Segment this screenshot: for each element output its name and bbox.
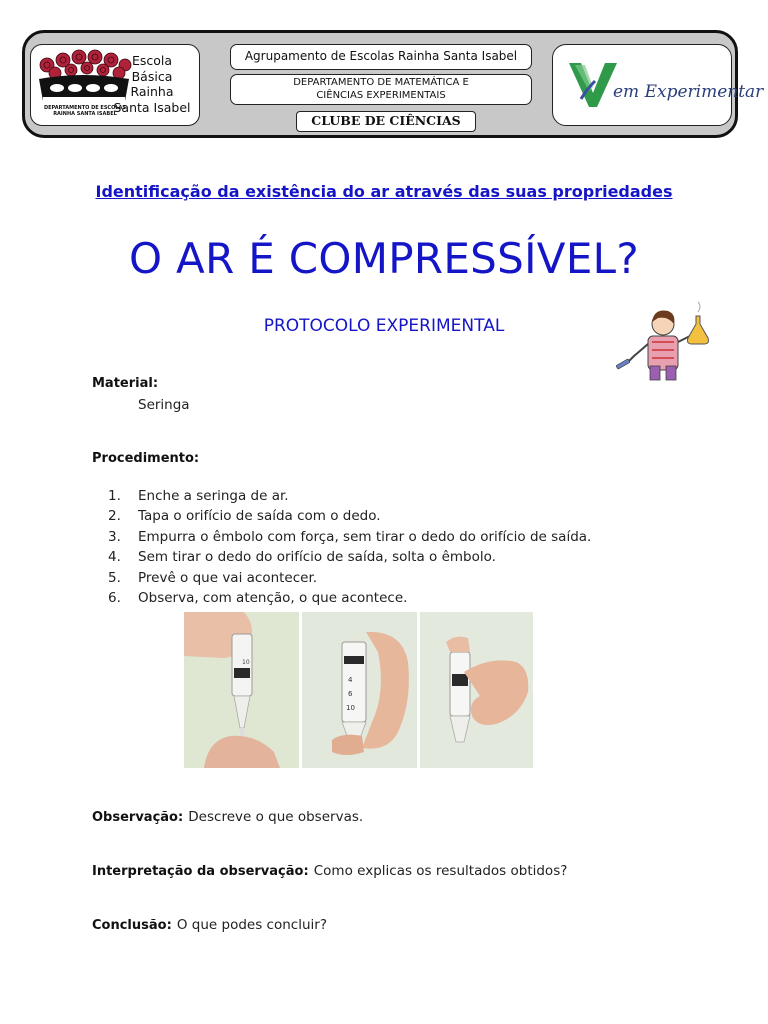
procedure-label: Procedimento: [92,451,200,466]
school-line-1: Escola [131,53,173,68]
step-text: Prevê o que vai acontecer. [138,569,318,586]
conclusion-label: Conclusão: [92,918,172,933]
school-name [111,53,193,115]
department-box [230,74,532,105]
department-line-1: DEPARTAMENTO DE MATEMÁTICA E [293,77,469,88]
conclusion-row [92,914,327,933]
svg-text:10: 10 [346,704,355,712]
step-text: Empurra o êmbolo com força, sem tirar o dedo do orifício de saída. [138,528,592,545]
document-subtitle: Identificação da existência do ar através das suas propriedades [95,182,673,201]
observation-row [92,806,363,825]
step-number: 5. [108,569,121,586]
procedure-step [108,527,591,547]
school-line-3: Rainha [130,84,174,99]
step-text: Observa, com atenção, o que acontece. [138,590,408,607]
club-box: CLUBE DE CIÊNCIAS [296,111,476,132]
observation-text: Descreve o que observas. [188,809,364,825]
step-text: Tapa o orifício de saída com o dedo. [138,508,381,525]
crown-banner-bottom: RAINHA SANTA ISABEL [53,111,117,117]
svg-text:6: 6 [348,690,353,698]
svg-text:4: 4 [348,676,353,684]
conclusion-text: O que podes concluir? [176,917,327,933]
svg-text:10: 10 [242,659,250,666]
procedure-step [108,568,591,588]
procedure-step [108,588,591,608]
agrupamento-box: Agrupamento de Escolas Rainha Santa Isabel [230,44,532,70]
procedure-step [108,506,591,526]
observation-label: Observação: [92,810,184,825]
procedure-list [108,486,591,608]
school-line-2: Básica [131,68,173,84]
crown-banner-top: DEPARTAMENTO DE ESCOLAS [43,105,127,111]
step-text: Sem tirar o dedo do orifício de saída, solta o êmbolo. [138,549,496,566]
step-number: 1. [108,488,121,504]
project-logo-box [552,44,764,126]
syringe-photos [184,612,533,768]
school-line-4: Santa Isabel [113,99,191,115]
step-number: 4. [108,549,121,566]
material-item: Seringa [138,397,190,413]
scientist-illustration [608,302,718,382]
step-number: 6. [108,590,121,607]
document-title: O AR É COMPRESSÍVEL? [129,234,639,283]
project-name: em Experimentar [613,82,764,102]
procedure-step [108,486,591,506]
step-number: 2. [108,508,121,525]
interpretation-row [92,860,567,879]
step-number: 3. [108,528,121,545]
interpretation-text: Como explicas os resultados obtidos? [313,863,568,879]
material-label: Material: [92,376,159,391]
syringe-photo-1 [184,612,299,768]
department-line-2: CIÊNCIAS EXPERIMENTAIS [316,89,446,101]
school-logo-box [30,44,200,126]
interpretation-label: Interpretação da observação: [92,864,309,879]
v-logo-icon [567,59,619,109]
step-text: Enche a seringa de ar. [138,488,289,504]
syringe-photo-3 [420,612,533,768]
syringe-photo-2 [302,612,417,768]
procedure-step [108,547,591,567]
protocol-heading: PROTOCOLO EXPERIMENTAL [263,316,505,336]
